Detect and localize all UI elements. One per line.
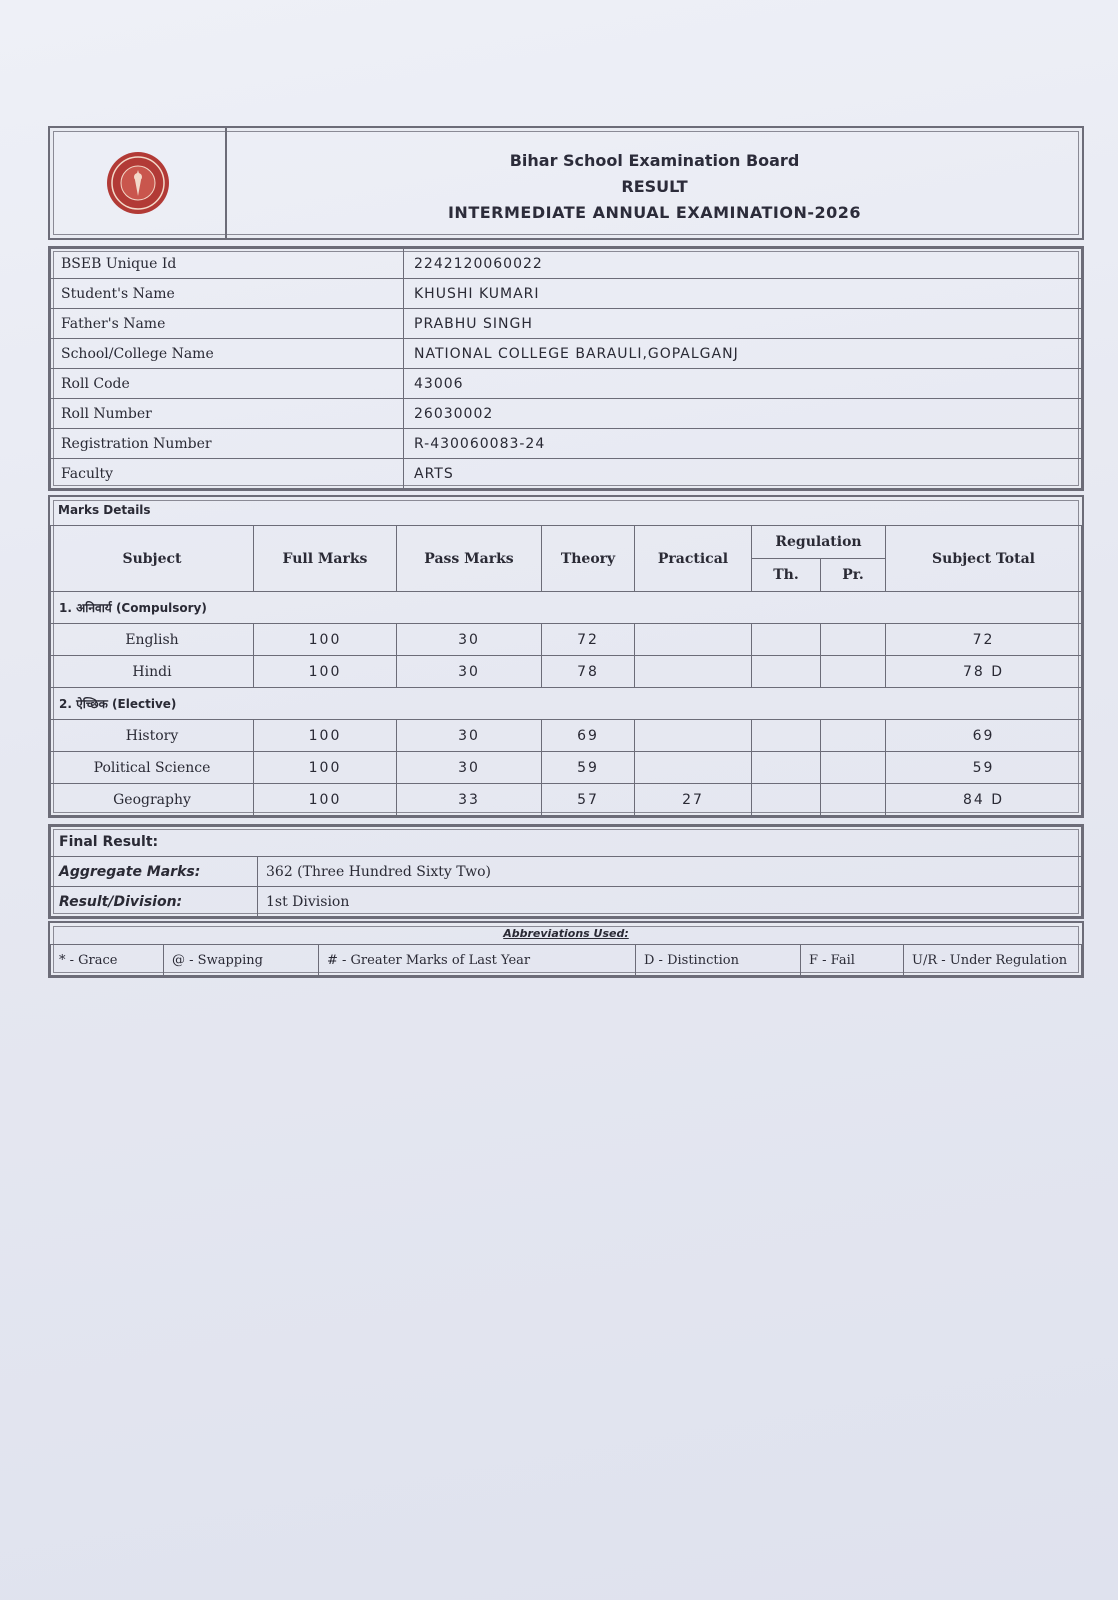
header-title-block bbox=[227, 128, 1082, 238]
abbreviation-item: U/R - Under Regulation bbox=[904, 945, 1082, 976]
info-label: Father's Name bbox=[51, 309, 404, 339]
subject-group-title: 1. अनिवार्य (Compulsory) bbox=[51, 592, 1082, 624]
info-label: BSEB Unique Id bbox=[51, 249, 404, 279]
cell-subject: Political Science bbox=[51, 752, 254, 784]
final-result-box bbox=[48, 824, 1084, 919]
cell-practical bbox=[635, 720, 752, 752]
cell-practical: 27 bbox=[635, 784, 752, 816]
cell-full: 100 bbox=[254, 656, 397, 688]
cell-full: 100 bbox=[254, 624, 397, 656]
cell-full: 100 bbox=[254, 784, 397, 816]
col-reg-th: Th. bbox=[752, 559, 821, 592]
subject-row bbox=[51, 624, 1082, 656]
cell-theory: 57 bbox=[542, 784, 635, 816]
info-row bbox=[51, 309, 1082, 339]
col-regulation: Regulation bbox=[752, 526, 886, 559]
abbreviations-title: Abbreviations Used: bbox=[503, 927, 629, 940]
cell-subject: Geography bbox=[51, 784, 254, 816]
cell-th bbox=[752, 752, 821, 784]
cell-pass: 30 bbox=[397, 752, 542, 784]
info-value: KHUSHI KUMARI bbox=[404, 279, 1082, 309]
student-info-box bbox=[48, 246, 1084, 491]
cell-theory: 72 bbox=[542, 624, 635, 656]
abbreviations-box bbox=[48, 921, 1084, 978]
info-value: 2242120060022 bbox=[404, 249, 1082, 279]
info-label: Roll Number bbox=[51, 399, 404, 429]
marks-section-title: Marks Details bbox=[58, 503, 151, 517]
subject-row bbox=[51, 752, 1082, 784]
info-row bbox=[51, 249, 1082, 279]
cell-theory: 59 bbox=[542, 752, 635, 784]
col-full-marks: Full Marks bbox=[254, 526, 397, 592]
result-sheet bbox=[48, 126, 1084, 978]
cell-practical bbox=[635, 752, 752, 784]
exam-title: INTERMEDIATE ANNUAL EXAMINATION-2026 bbox=[447, 203, 862, 222]
cell-subject: Hindi bbox=[51, 656, 254, 688]
info-row bbox=[51, 459, 1082, 489]
col-pass-marks: Pass Marks bbox=[397, 526, 542, 592]
info-value: PRABHU SINGH bbox=[404, 309, 1082, 339]
col-subject-total: Subject Total bbox=[886, 526, 1082, 592]
subject-row bbox=[51, 720, 1082, 752]
col-theory: Theory bbox=[542, 526, 635, 592]
col-subject: Subject bbox=[51, 526, 254, 592]
aggregate-value: 362 (Three Hundred Sixty Two) bbox=[258, 857, 1082, 887]
cell-subject: English bbox=[51, 624, 254, 656]
header-box bbox=[48, 126, 1084, 240]
info-label: Roll Code bbox=[51, 369, 404, 399]
marks-box bbox=[48, 495, 1084, 818]
abbreviation-item: * - Grace bbox=[51, 945, 164, 976]
cell-pr bbox=[821, 720, 886, 752]
info-label: Student's Name bbox=[51, 279, 404, 309]
cell-total: 59 bbox=[886, 752, 1082, 784]
cell-practical bbox=[635, 624, 752, 656]
cell-pass: 30 bbox=[397, 656, 542, 688]
cell-full: 100 bbox=[254, 752, 397, 784]
info-value: NATIONAL COLLEGE BARAULI,GOPALGANJ bbox=[404, 339, 1082, 369]
col-reg-pr: Pr. bbox=[821, 559, 886, 592]
result-title: RESULT bbox=[621, 177, 688, 196]
info-row bbox=[51, 429, 1082, 459]
cell-total: 72 bbox=[886, 624, 1082, 656]
cell-pass: 33 bbox=[397, 784, 542, 816]
info-row bbox=[51, 339, 1082, 369]
cell-total: 84 D bbox=[886, 784, 1082, 816]
abbreviation-item: @ - Swapping bbox=[164, 945, 319, 976]
final-result-table bbox=[50, 826, 1082, 917]
division-label: Result/Division: bbox=[51, 887, 258, 917]
info-row bbox=[51, 279, 1082, 309]
cell-subject: History bbox=[51, 720, 254, 752]
student-info-table bbox=[50, 248, 1082, 489]
logo-cell bbox=[50, 128, 227, 238]
info-row bbox=[51, 399, 1082, 429]
cell-pr bbox=[821, 784, 886, 816]
cell-theory: 78 bbox=[542, 656, 635, 688]
info-label: School/College Name bbox=[51, 339, 404, 369]
cell-th bbox=[752, 784, 821, 816]
col-practical: Practical bbox=[635, 526, 752, 592]
cell-practical bbox=[635, 656, 752, 688]
abbreviation-item: D - Distinction bbox=[636, 945, 801, 976]
cell-total: 69 bbox=[886, 720, 1082, 752]
cell-theory: 69 bbox=[542, 720, 635, 752]
info-label: Faculty bbox=[51, 459, 404, 489]
subject-row bbox=[51, 784, 1082, 816]
subject-group-title: 2. ऐच्छिक (Elective) bbox=[51, 688, 1082, 720]
cell-total: 78 D bbox=[886, 656, 1082, 688]
division-value: 1st Division bbox=[258, 887, 1082, 917]
cell-pr bbox=[821, 656, 886, 688]
cell-th bbox=[752, 624, 821, 656]
board-name: Bihar School Examination Board bbox=[509, 151, 800, 170]
abbreviation-item: F - Fail bbox=[801, 945, 904, 976]
marks-table bbox=[50, 525, 1082, 816]
abbreviation-item: # - Greater Marks of Last Year bbox=[319, 945, 636, 976]
subject-group-row bbox=[51, 592, 1082, 624]
cell-pr bbox=[821, 624, 886, 656]
final-result-title: Final Result: bbox=[51, 827, 1082, 857]
info-value: 43006 bbox=[404, 369, 1082, 399]
cell-pr bbox=[821, 752, 886, 784]
bseb-seal-icon bbox=[105, 150, 171, 216]
info-row bbox=[51, 369, 1082, 399]
abbreviations-table bbox=[50, 944, 1082, 976]
cell-pass: 30 bbox=[397, 624, 542, 656]
cell-th bbox=[752, 720, 821, 752]
aggregate-label: Aggregate Marks: bbox=[51, 857, 258, 887]
info-label: Registration Number bbox=[51, 429, 404, 459]
cell-th bbox=[752, 656, 821, 688]
info-value: ARTS bbox=[404, 459, 1082, 489]
cell-full: 100 bbox=[254, 720, 397, 752]
subject-group-row bbox=[51, 688, 1082, 720]
info-value: R-430060083-24 bbox=[404, 429, 1082, 459]
info-value: 26030002 bbox=[404, 399, 1082, 429]
subject-row bbox=[51, 656, 1082, 688]
cell-pass: 30 bbox=[397, 720, 542, 752]
